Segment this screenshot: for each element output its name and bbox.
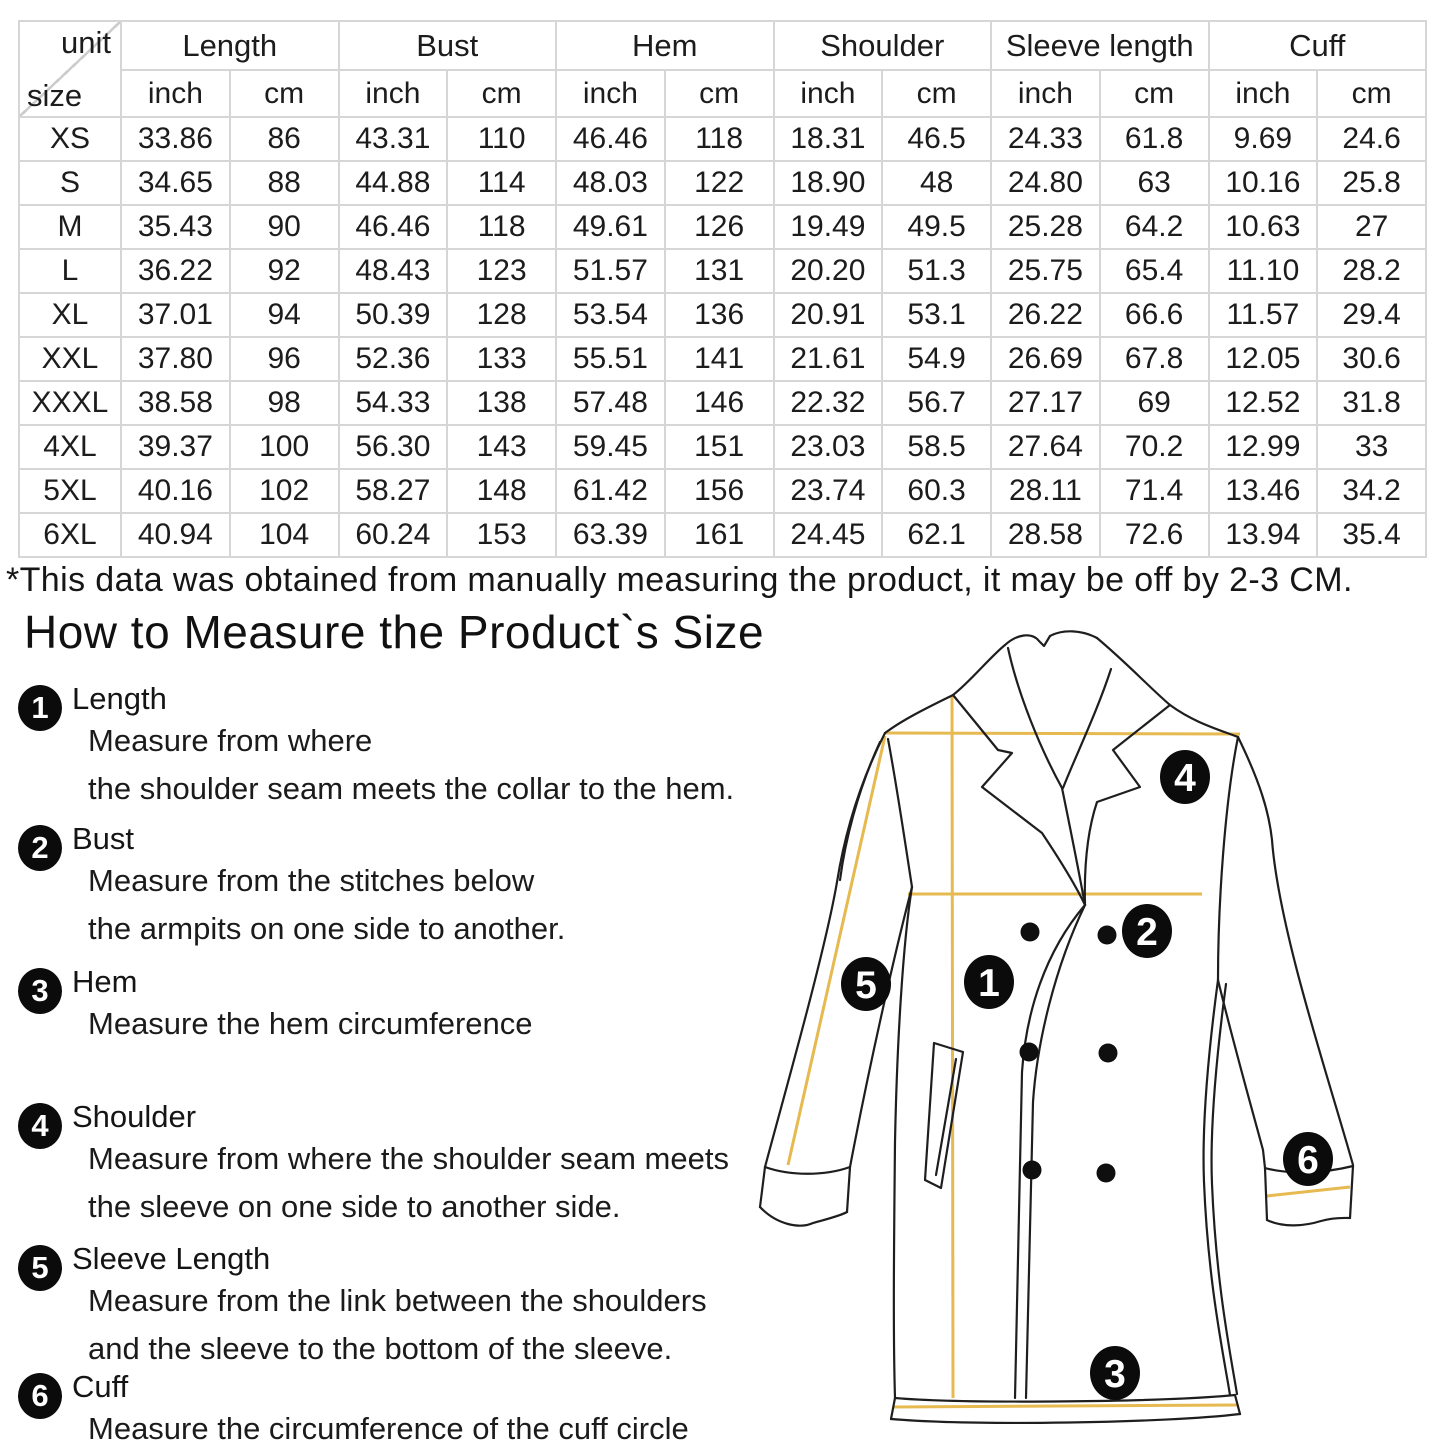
measurement-value: 118	[665, 117, 774, 161]
size-row-m	[19, 205, 1426, 249]
measurement-value: 34.2	[1317, 469, 1426, 513]
measurement-value: 57.48	[556, 381, 665, 425]
left-cuff-top	[765, 1167, 850, 1174]
instruction-title: Bust	[72, 821, 135, 856]
measurement-value: 25.75	[991, 249, 1100, 293]
measurement-value: 28.11	[991, 469, 1100, 513]
instruction-line: Measure the hem circumference	[88, 1006, 533, 1041]
right-armhole	[1218, 737, 1238, 980]
size-row-xl	[19, 293, 1426, 337]
measurement-value: 54.33	[339, 381, 448, 425]
measurement-value: 62.1	[882, 513, 991, 557]
instruction-title: Hem	[72, 964, 138, 999]
lapel-roll-line	[1062, 788, 1085, 905]
measurement-value: 96	[230, 337, 339, 381]
measurement-value: 153	[447, 513, 556, 557]
col-group-bust: Bust	[339, 21, 557, 70]
instruction-line: and the sleeve to the bottom of the sleeve.	[88, 1331, 673, 1366]
instruction-line: Measure from where the shoulder seam meets	[88, 1141, 729, 1176]
measurement-value: 49.61	[556, 205, 665, 249]
left-sleeve-inner	[850, 887, 912, 1167]
coat-diagram-svg	[745, 622, 1445, 1445]
front-edge-inner	[1026, 905, 1085, 1398]
marker-6	[1283, 1132, 1333, 1186]
marker-4-label: 4	[1174, 757, 1196, 800]
right-cuff-right	[1350, 1166, 1353, 1218]
measurement-value: 133	[447, 337, 556, 381]
col-group-sleeve-length: Sleeve length	[991, 21, 1209, 70]
instruction-item-sleeve-length	[0, 1243, 745, 1373]
neck-v-right	[1063, 669, 1111, 788]
measurement-value: 34.65	[121, 161, 230, 205]
measurement-value: 27	[1317, 205, 1426, 249]
unit-header-inch: inch	[1209, 70, 1318, 117]
col-group-hem: Hem	[556, 21, 774, 70]
front-edge-outer	[1015, 905, 1085, 1398]
step-number-badge: 4	[18, 1103, 62, 1149]
measurement-value: 10.63	[1209, 205, 1318, 249]
measurement-value: 50.39	[339, 293, 448, 337]
measurement-value: 11.57	[1209, 293, 1318, 337]
length-measure-line	[952, 695, 953, 1398]
measurement-value: 46.46	[556, 117, 665, 161]
marker-3-label: 3	[1104, 1353, 1126, 1396]
measurement-value: 92	[230, 249, 339, 293]
measurement-value: 126	[665, 205, 774, 249]
measurement-value: 10.16	[1209, 161, 1318, 205]
measurement-value: 46.5	[882, 117, 991, 161]
button-dots	[1020, 923, 1118, 1183]
measurement-value: 100	[230, 425, 339, 469]
size-row-xxl	[19, 337, 1426, 381]
step-number-badge: 2	[18, 825, 62, 871]
instruction-title: Length	[72, 681, 167, 716]
measurement-value: 38.58	[121, 381, 230, 425]
measurement-value: 26.69	[991, 337, 1100, 381]
measurement-value: 161	[665, 513, 774, 557]
marker-2	[1122, 904, 1172, 958]
measurement-value: 104	[230, 513, 339, 557]
disclaimer-text: *This data was obtained from manually measuring the product, it may be off by 2-3 CM.	[6, 561, 1353, 599]
measurement-value: 148	[447, 469, 556, 513]
instruction-line: the sleeve on one side to another side.	[88, 1189, 621, 1224]
left-side-seam	[894, 887, 912, 1398]
measurement-value: 56.30	[339, 425, 448, 469]
measurement-value: 48	[882, 161, 991, 205]
right-cuff-bottom	[1267, 1218, 1350, 1225]
measurement-value: 12.05	[1209, 337, 1318, 381]
measurement-value: 58.27	[339, 469, 448, 513]
measurement-value: 29.4	[1317, 293, 1426, 337]
measurement-value: 49.5	[882, 205, 991, 249]
marker-5-label: 5	[855, 964, 877, 1007]
instruction-item-length	[0, 683, 745, 813]
left-sleeve-crease	[840, 742, 880, 880]
measurement-value: 90	[230, 205, 339, 249]
measurement-value: 128	[447, 293, 556, 337]
left-cuff-bottom	[760, 1207, 847, 1226]
instruction-line: the shoulder seam meets the collar to the hem.	[88, 771, 735, 806]
measurement-value: 146	[665, 381, 774, 425]
sleeve-measure-line	[788, 736, 885, 1165]
measurement-value: 86	[230, 117, 339, 161]
measurement-value: 40.94	[121, 513, 230, 557]
left-cuff-right	[847, 1167, 850, 1212]
measurement-value: 141	[665, 337, 774, 381]
size-row-l	[19, 249, 1426, 293]
hem-bottom-edge	[891, 1414, 1240, 1423]
instruction-text	[72, 1101, 745, 1231]
right-sleeve-outer	[1238, 737, 1353, 1165]
measurement-value: 114	[447, 161, 556, 205]
measurement-value: 11.10	[1209, 249, 1318, 293]
measurement-value: 70.2	[1100, 425, 1209, 469]
instruction-title: Sleeve Length	[72, 1241, 271, 1276]
measurement-value: 35.4	[1317, 513, 1426, 557]
measurement-value: 37.80	[121, 337, 230, 381]
measurement-value: 123	[447, 249, 556, 293]
measurement-value: 27.17	[991, 381, 1100, 425]
instruction-text	[72, 823, 745, 953]
size-row-xxxl	[19, 381, 1426, 425]
measurement-value: 63	[1100, 161, 1209, 205]
col-group-length: Length	[121, 21, 339, 70]
measurement-value: 118	[447, 205, 556, 249]
right-cuff-left	[1265, 1168, 1267, 1220]
button-dot	[1020, 1043, 1039, 1062]
measurement-value: 72.6	[1100, 513, 1209, 557]
instruction-line: Measure from where	[88, 723, 373, 758]
measurement-value: 61.42	[556, 469, 665, 513]
measurement-value: 60.24	[339, 513, 448, 557]
measurement-value: 122	[665, 161, 774, 205]
measurement-value: 60.3	[882, 469, 991, 513]
measurement-value: 26.22	[991, 293, 1100, 337]
size-label: XXL	[19, 337, 121, 381]
measurement-value: 18.31	[774, 117, 883, 161]
left-sleeve-outer	[765, 733, 885, 1167]
measurement-value: 13.46	[1209, 469, 1318, 513]
coat-outline	[760, 631, 1353, 1423]
measurement-value: 151	[665, 425, 774, 469]
size-label: 6XL	[19, 513, 121, 557]
unit-header-inch: inch	[121, 70, 230, 117]
col-group-cuff: Cuff	[1209, 21, 1427, 70]
measurement-value: 31.8	[1317, 381, 1426, 425]
measurement-value: 44.88	[339, 161, 448, 205]
measurement-value: 59.45	[556, 425, 665, 469]
measurement-value: 27.64	[991, 425, 1100, 469]
button-dot	[1021, 923, 1040, 942]
measurement-value: 35.43	[121, 205, 230, 249]
measurement-value: 24.6	[1317, 117, 1426, 161]
marker-6-label: 6	[1297, 1139, 1319, 1182]
size-row-4xl	[19, 425, 1426, 469]
marker-5	[841, 957, 891, 1011]
size-table	[18, 20, 1427, 558]
hem-band-line	[895, 1395, 1235, 1402]
measurement-value: 28.58	[991, 513, 1100, 557]
measurement-value: 67.8	[1100, 337, 1209, 381]
measurement-value: 63.39	[556, 513, 665, 557]
measurement-value: 131	[665, 249, 774, 293]
measurement-value: 39.37	[121, 425, 230, 469]
instruction-title: Cuff	[72, 1369, 129, 1404]
unit-header-cm: cm	[1317, 70, 1426, 117]
measurement-value: 20.20	[774, 249, 883, 293]
measurement-value: 12.99	[1209, 425, 1318, 469]
right-side-seam-2	[1212, 984, 1237, 1394]
measurement-value: 53.54	[556, 293, 665, 337]
measurement-value: 69	[1100, 381, 1209, 425]
unit-header-inch: inch	[991, 70, 1100, 117]
size-label: L	[19, 249, 121, 293]
measurement-value: 22.32	[774, 381, 883, 425]
measurement-value: 110	[447, 117, 556, 161]
measurement-value: 88	[230, 161, 339, 205]
measurement-value: 33	[1317, 425, 1426, 469]
size-row-6xl	[19, 513, 1426, 557]
instruction-line: Measure the circumference of the cuff circle	[88, 1411, 689, 1445]
instruction-text	[72, 966, 745, 1048]
measurement-value: 136	[665, 293, 774, 337]
measurement-value: 94	[230, 293, 339, 337]
neck-v-left	[1008, 648, 1062, 788]
left-collar-edge	[885, 645, 1005, 733]
measurement-value: 51.3	[882, 249, 991, 293]
measurement-value: 56.7	[882, 381, 991, 425]
measurement-value: 71.4	[1100, 469, 1209, 513]
size-row-5xl	[19, 469, 1426, 513]
pocket-welt	[925, 1043, 963, 1188]
measurement-value: 24.45	[774, 513, 883, 557]
measurement-value: 46.46	[339, 205, 448, 249]
size-row-xs	[19, 117, 1426, 161]
measurement-value: 13.94	[1209, 513, 1318, 557]
corner-unit-label: unit	[61, 25, 111, 60]
unit-header-cm: cm	[1100, 70, 1209, 117]
size-label: S	[19, 161, 121, 205]
collar-top	[1005, 631, 1097, 646]
measurement-value: 156	[665, 469, 774, 513]
measurement-value: 98	[230, 381, 339, 425]
right-collar-edge	[1097, 638, 1238, 737]
measurement-value: 52.36	[339, 337, 448, 381]
measurement-value: 23.74	[774, 469, 883, 513]
unit-header-cm: cm	[665, 70, 774, 117]
instruction-text	[72, 683, 745, 813]
instruction-line: Measure from the stitches below	[88, 863, 535, 898]
left-armhole	[888, 739, 912, 887]
corner-cell	[19, 21, 121, 117]
step-number-badge: 6	[18, 1373, 62, 1419]
measurement-value: 36.22	[121, 249, 230, 293]
instruction-item-bust	[0, 823, 745, 953]
measurement-value: 24.80	[991, 161, 1100, 205]
instruction-text	[72, 1243, 745, 1373]
unit-header-cm: cm	[230, 70, 339, 117]
unit-header-inch: inch	[339, 70, 448, 117]
unit-header-cm: cm	[882, 70, 991, 117]
button-dot	[1023, 1161, 1042, 1180]
instruction-title: Shoulder	[72, 1099, 197, 1134]
measurement-value: 23.03	[774, 425, 883, 469]
measurement-value: 53.1	[882, 293, 991, 337]
measurement-value: 51.57	[556, 249, 665, 293]
measurement-value: 55.51	[556, 337, 665, 381]
step-number-badge: 5	[18, 1245, 62, 1291]
instruction-text	[72, 1371, 745, 1445]
measurement-value: 28.2	[1317, 249, 1426, 293]
measurement-value: 102	[230, 469, 339, 513]
measurement-value: 64.2	[1100, 205, 1209, 249]
button-dot	[1099, 1044, 1118, 1063]
size-row-s	[19, 161, 1426, 205]
measurement-value: 66.6	[1100, 293, 1209, 337]
measurement-value: 138	[447, 381, 556, 425]
instruction-item-hem	[0, 966, 745, 1048]
coat-diagram	[745, 622, 1445, 1445]
instruction-item-shoulder	[0, 1101, 745, 1231]
button-dot	[1098, 926, 1117, 945]
measurement-value: 21.61	[774, 337, 883, 381]
measurement-value: 30.6	[1317, 337, 1426, 381]
measurement-value: 33.86	[121, 117, 230, 161]
hem-measure-line	[893, 1405, 1237, 1407]
measurement-value: 20.91	[774, 293, 883, 337]
unit-header-inch: inch	[774, 70, 883, 117]
measurement-value: 54.9	[882, 337, 991, 381]
marker-1	[964, 955, 1014, 1009]
measurement-value: 43.31	[339, 117, 448, 161]
measurement-value: 9.69	[1209, 117, 1318, 161]
measurement-value: 25.28	[991, 205, 1100, 249]
unit-header-inch: inch	[556, 70, 665, 117]
shoulder-measure-line	[885, 733, 1240, 734]
left-cuff-left	[760, 1167, 765, 1207]
measurement-value: 65.4	[1100, 249, 1209, 293]
size-label: 5XL	[19, 469, 121, 513]
section-title: How to Measure the Product`s Size	[24, 606, 765, 658]
measurement-value: 37.01	[121, 293, 230, 337]
measurement-value: 25.8	[1317, 161, 1426, 205]
measurement-value: 143	[447, 425, 556, 469]
instruction-item-cuff	[0, 1371, 745, 1445]
corner-size-label: size	[27, 78, 83, 113]
marker-3	[1090, 1346, 1140, 1400]
step-number-badge: 3	[18, 968, 62, 1014]
instruction-line: Measure from the link between the shoulders	[88, 1283, 707, 1318]
button-dot	[1097, 1164, 1116, 1183]
size-label: XS	[19, 117, 121, 161]
measurement-value: 18.90	[774, 161, 883, 205]
measurement-value: 58.5	[882, 425, 991, 469]
right-sleeve-inner	[1218, 980, 1265, 1168]
measurement-value: 19.49	[774, 205, 883, 249]
cuff-measure-line	[1267, 1187, 1350, 1196]
measurement-value: 48.43	[339, 249, 448, 293]
measurement-value: 24.33	[991, 117, 1100, 161]
measurement-value: 48.03	[556, 161, 665, 205]
step-number-badge: 1	[18, 685, 62, 731]
size-label: M	[19, 205, 121, 249]
measurement-value: 40.16	[121, 469, 230, 513]
size-label: XXXL	[19, 381, 121, 425]
hem-left-edge	[891, 1398, 895, 1419]
col-group-shoulder: Shoulder	[774, 21, 992, 70]
unit-header-cm: cm	[447, 70, 556, 117]
instruction-line: the armpits on one side to another.	[88, 911, 566, 946]
measurement-value: 12.52	[1209, 381, 1318, 425]
size-label: XL	[19, 293, 121, 337]
size-label: 4XL	[19, 425, 121, 469]
marker-2-label: 2	[1136, 911, 1158, 954]
marker-1-label: 1	[978, 962, 1000, 1005]
measurement-value: 61.8	[1100, 117, 1209, 161]
marker-4	[1160, 750, 1210, 804]
